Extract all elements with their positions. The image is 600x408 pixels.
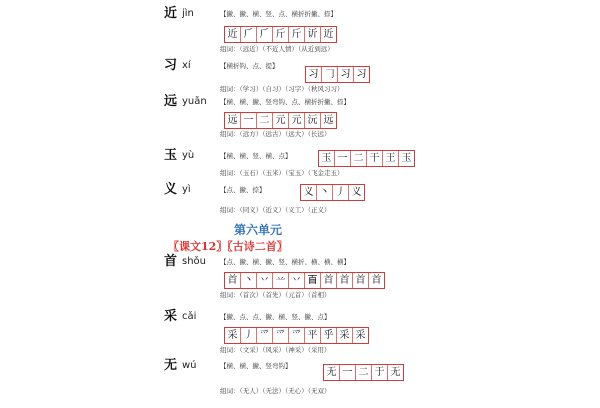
char-entry bbox=[0, 252, 600, 304]
stroke-box: 丷 bbox=[289, 273, 305, 288]
pinyin: wú bbox=[182, 360, 197, 371]
stroke-box: 习 bbox=[306, 67, 322, 82]
stroke-box: 沅 bbox=[305, 113, 321, 128]
stroke-box: 首 bbox=[225, 273, 241, 288]
stroke-order-text: 【撇、点、点、撇、横、竖、撇、点】 bbox=[220, 313, 331, 321]
word-examples: 组词：（远方）（远古）（远大）（长远） bbox=[220, 130, 331, 138]
stroke-order-text: 【横折钩、点、提】 bbox=[220, 62, 279, 70]
stroke-box: 一 bbox=[241, 113, 257, 128]
pinyin: yù bbox=[182, 150, 195, 161]
stroke-box: 远 bbox=[225, 113, 241, 128]
stroke-box: 丶 bbox=[317, 185, 333, 200]
stroke-box: 义 bbox=[301, 185, 317, 200]
stroke-box: 王 bbox=[383, 151, 399, 166]
stroke-box: 斤 bbox=[289, 27, 305, 42]
word-examples: 组词：（远近）（不近人情）（从近到远） bbox=[220, 45, 334, 53]
stroke-order-text: 【横、横、撇、竖弯钩、点、横折折撇、捺】 bbox=[220, 98, 350, 106]
stroke-box: 义 bbox=[351, 187, 362, 198]
stroke-box: 玉 bbox=[401, 153, 412, 164]
stroke-order-text: 【点、撇、捺】 bbox=[220, 186, 266, 194]
stroke-box: 近 bbox=[225, 27, 241, 42]
stroke-box: 一 bbox=[335, 151, 351, 166]
word-examples: 组词：（首次）（首先）（元首）（首相） bbox=[220, 291, 331, 299]
char-heading: 无 bbox=[164, 358, 178, 373]
pinyin: xí bbox=[182, 60, 191, 71]
pinyin: shǒu bbox=[182, 256, 207, 267]
stroke-box: 丷 bbox=[257, 273, 273, 288]
stroke-box: 𠂆 bbox=[257, 27, 273, 42]
stroke-box: 习 bbox=[356, 69, 367, 80]
stroke-box: 习 bbox=[338, 67, 354, 82]
char-heading: 玉 bbox=[164, 148, 178, 163]
stroke-box: 平 bbox=[305, 328, 321, 343]
pinyin: yuǎn bbox=[182, 96, 207, 107]
stroke-box-row bbox=[305, 66, 370, 83]
char-heading: 近 bbox=[164, 6, 178, 21]
stroke-box-row bbox=[224, 112, 337, 129]
stroke-box: 爫 bbox=[289, 328, 305, 343]
word-examples: 组词：（玉石）（玉米）（宝玉）（飞金走玉） bbox=[220, 169, 344, 177]
stroke-box-row bbox=[323, 364, 404, 381]
stroke-box: 丿 bbox=[333, 185, 349, 200]
stroke-box: 采 bbox=[225, 328, 241, 343]
stroke-box-row bbox=[300, 184, 365, 201]
stroke-box: 爫 bbox=[273, 328, 289, 343]
stroke-box: 斤 bbox=[273, 27, 289, 42]
char-entry bbox=[0, 92, 600, 144]
stroke-box: 首 bbox=[371, 275, 382, 286]
stroke-order-text: 【横、横、撇、竖弯钩】 bbox=[220, 362, 292, 370]
stroke-box: 䒑 bbox=[273, 273, 289, 288]
stroke-box: 首 bbox=[337, 273, 353, 288]
unit-title: 第六单元 bbox=[234, 223, 283, 237]
stroke-order-text: 【撇、撇、横、竖、点、横折折撇、捺】 bbox=[220, 10, 337, 18]
stroke-box: 于 bbox=[372, 365, 388, 380]
stroke-box: 干 bbox=[367, 151, 383, 166]
stroke-box-row bbox=[318, 150, 415, 167]
stroke-box-row bbox=[224, 272, 385, 289]
word-examples: 组词：（同义）（近义）（义工）（正义） bbox=[220, 206, 331, 214]
char-heading: 远 bbox=[164, 94, 178, 109]
word-examples: 组词：（文采）（风采）（神采）（采用） bbox=[220, 346, 331, 354]
stroke-box: 二 bbox=[257, 113, 273, 128]
char-heading: 采 bbox=[164, 309, 178, 324]
stroke-box: 元 bbox=[273, 113, 289, 128]
stroke-box: 元 bbox=[289, 113, 305, 128]
pinyin: yì bbox=[182, 184, 191, 195]
stroke-box: 丶 bbox=[241, 273, 257, 288]
word-examples: 组词：（学习）（自习）（习字）（秋风习习） bbox=[220, 85, 344, 93]
stroke-box: 首 bbox=[321, 273, 337, 288]
stroke-box: 玉 bbox=[319, 151, 335, 166]
stroke-box: 一 bbox=[340, 365, 356, 380]
stroke-box: 近 bbox=[323, 29, 334, 40]
stroke-box: 𠂆 bbox=[241, 27, 257, 42]
char-entry bbox=[0, 356, 600, 408]
stroke-box-row bbox=[224, 26, 337, 43]
char-heading: 习 bbox=[164, 58, 178, 73]
stroke-box: 二 bbox=[356, 365, 372, 380]
stroke-box: 乎 bbox=[321, 328, 337, 343]
pinyin: jìn bbox=[182, 8, 194, 19]
stroke-box: 䜣 bbox=[305, 27, 321, 42]
stroke-order-text: 【横、横、竖、横、点】 bbox=[220, 152, 292, 160]
stroke-box: 无 bbox=[324, 365, 340, 380]
stroke-box: 𦣻 bbox=[305, 273, 321, 288]
stroke-box: 𠃌 bbox=[322, 67, 338, 82]
stroke-box-row bbox=[224, 327, 369, 344]
char-entry bbox=[0, 4, 600, 56]
stroke-box: 远 bbox=[323, 115, 334, 126]
stroke-box: 采 bbox=[337, 328, 353, 343]
char-entry bbox=[0, 180, 600, 232]
word-examples: 组词：（无人）（无法）（无心）（无双） bbox=[220, 387, 331, 395]
lesson-title: 〖课文12〗〖古诗二首〗 bbox=[168, 240, 288, 253]
stroke-box: 二 bbox=[351, 151, 367, 166]
stroke-box: 采 bbox=[355, 330, 366, 341]
stroke-box: 无 bbox=[390, 367, 401, 378]
char-heading: 首 bbox=[164, 254, 178, 269]
stroke-box: 丿 bbox=[241, 328, 257, 343]
char-entry bbox=[0, 307, 600, 359]
stroke-box: 首 bbox=[353, 273, 369, 288]
pinyin: cǎi bbox=[182, 311, 197, 322]
char-heading: 义 bbox=[164, 182, 178, 197]
stroke-order-text: 【点、撇、横、撇、竖、横折、横、横、横】 bbox=[220, 258, 350, 266]
stroke-box: 爫 bbox=[257, 328, 273, 343]
